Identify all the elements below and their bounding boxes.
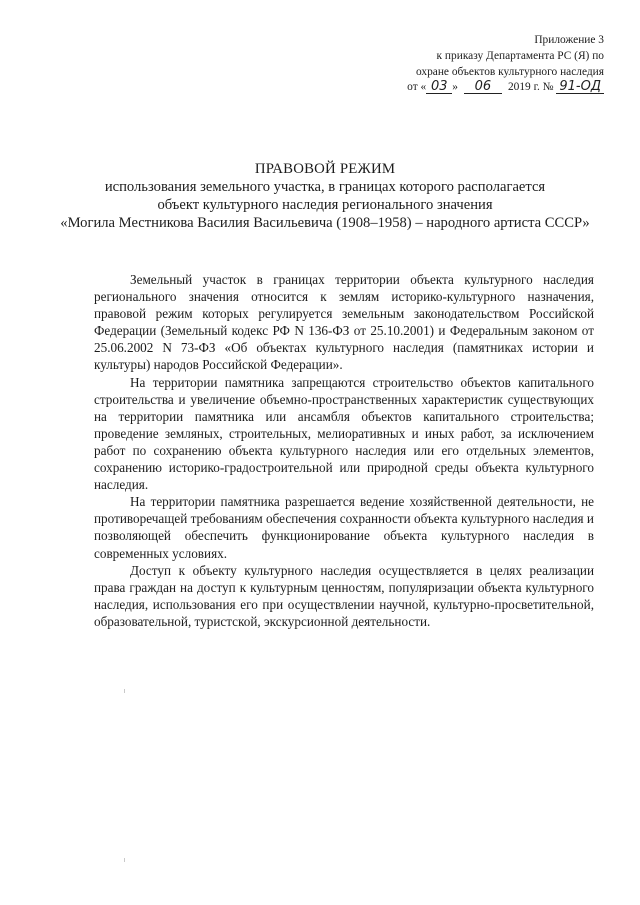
scan-speck [124, 858, 125, 862]
paragraph-permissions: На территории памятника разрешается ведение хозяйственной деятельности, не противоречащей требованиям обеспечения сохранности объекта культурного наследия и позволяющей обеспечить функционирование объекта культурного наследия в современных условиях. [94, 494, 594, 561]
heading-line-3: «Могила Местникова Василия Васильевича (1908–1958) – народного артиста СССР» [60, 215, 590, 231]
scan-speck [124, 689, 125, 693]
annex-department: охране объектов культурного наследия [415, 65, 604, 78]
annex-date-line [334, 80, 604, 96]
annex-order-ref: к приказу Департамента РС (Я) по [436, 49, 604, 62]
document-title: ПРАВОВОЙ РЕЖИМ [254, 161, 396, 177]
handwritten-day: 03 [426, 80, 452, 94]
document-heading [60, 160, 590, 232]
heading-line-2: объект культурного наследия регионального значения [157, 197, 493, 213]
handwritten-order-number: 91-ОД [556, 80, 604, 94]
handwritten-month: 06 [464, 80, 502, 94]
date-separator: » [452, 81, 458, 94]
paragraph-prohibitions: На территории памятника запрещаются строительство объектов капитального строительства и увеличение объемно-пространственных характеристик существующих на территории памятника или ансамбля объектов капитального строительства; проведение земляных, строительных, мелиоративных и иных работ, за исключением работ по сохранению объекта культурного наследия или его отдельных элементов, сохранению историко-градостроительной или природной среды объекта культурного наследия. [94, 374, 594, 493]
annex-title: Приложение 3 [534, 34, 604, 46]
paragraph-land-status: Земельный участок в границах территории объекта культурного наследия регионального значения относится к землям историко-культурного назначения, правовой режим которых регулируется земельным законодательством Российской Федерации (Земельный кодекс РФ N 136-ФЗ от 25.10.2001) и Федеральным законом от 25.06.2002 N 73-ФЗ «Об объектах культурного наследия (памятниках истории и культуры) народов Российской Федерации». [94, 272, 594, 373]
document-body [94, 271, 594, 630]
date-prefix: от « [407, 81, 427, 94]
paragraph-access: Доступ к объекту культурного наследия осуществляется в целях реализации права граждан на доступ к культурным ценностям, популяризации объекта культурного наследия, использования его при осуществлении научной, культурно-просветительной, образовательной, туристской, экскурсионной деятельности. [94, 562, 594, 629]
date-year-number: 2019 г. № [507, 81, 554, 94]
heading-line-1: использования земельного участка, в границах которого располагается [104, 179, 546, 195]
annex-header [334, 33, 604, 96]
